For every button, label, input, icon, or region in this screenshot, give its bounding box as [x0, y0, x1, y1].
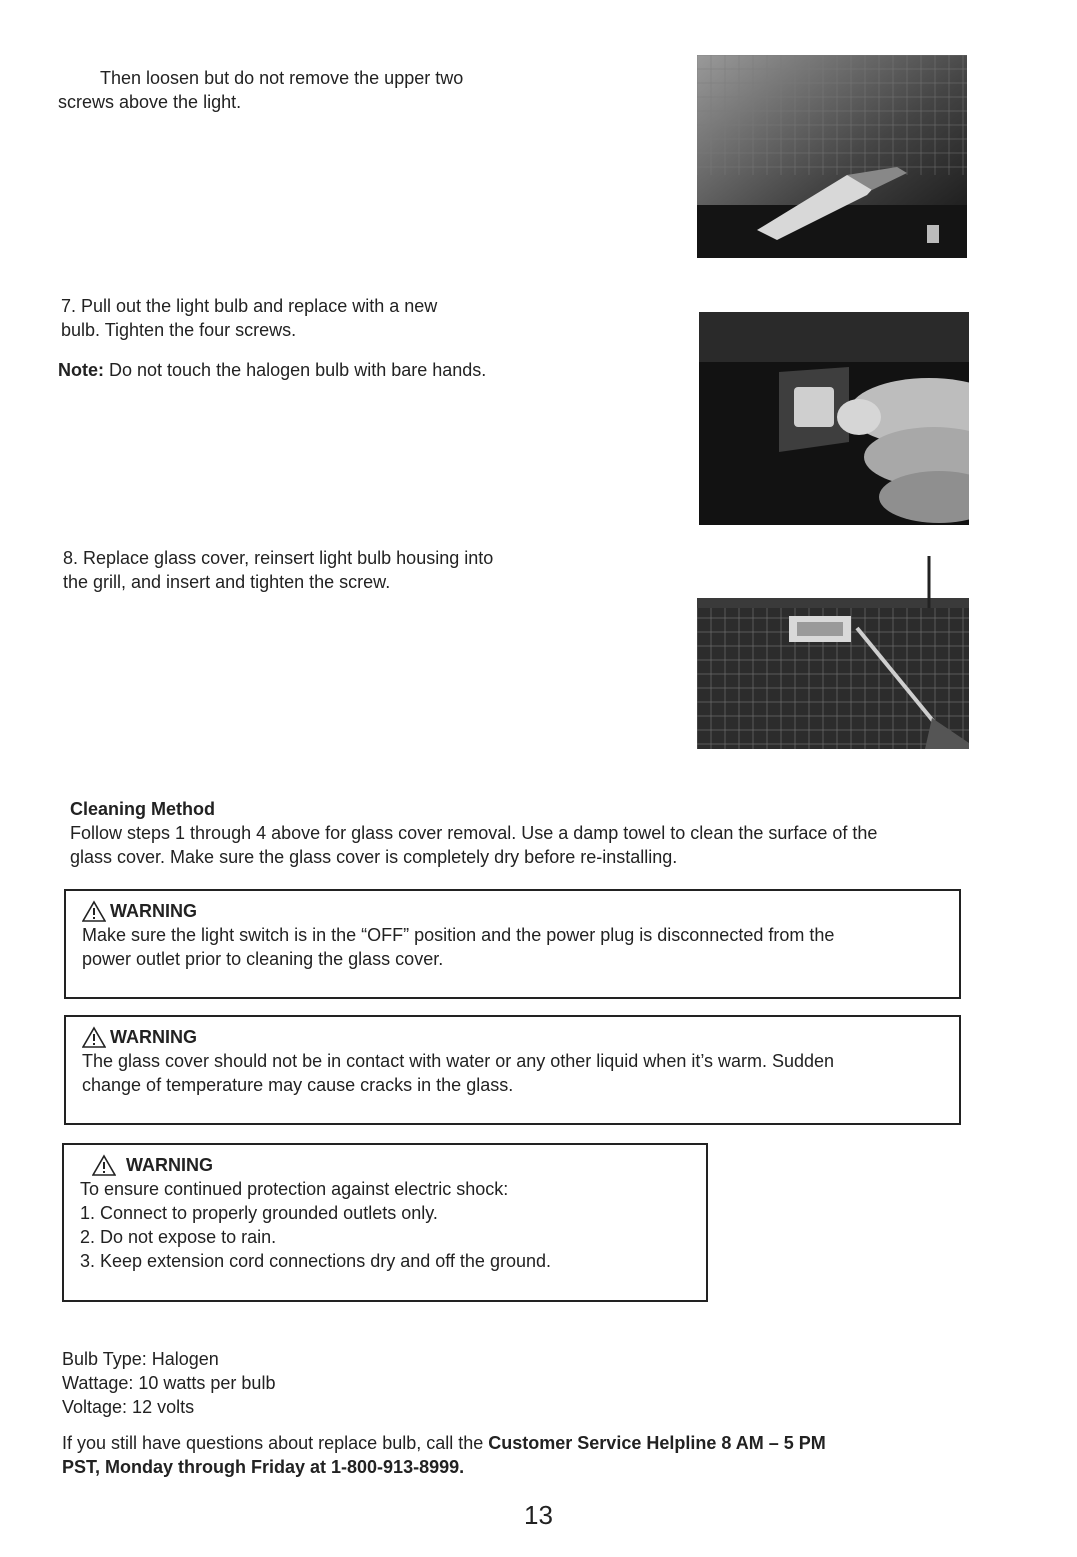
warning-title: WARNING	[126, 1154, 213, 1175]
step6-line2: screws above the light.	[58, 92, 242, 112]
warning-heading-1	[82, 899, 945, 923]
photo-loosen-screws	[697, 55, 967, 258]
page-number: 13	[524, 1500, 553, 1530]
helpline-line2: PST, Monday through Friday at 1-800-913-8999.	[62, 1457, 465, 1477]
step7-line1: 7. Pull out the light bulb and replace with a new	[61, 296, 438, 316]
spec-bulb-type: Bulb Type: Halogen	[62, 1349, 219, 1369]
step6-line1: Then loosen but do not remove the upper two	[100, 68, 464, 88]
step8-line1: 8. Replace glass cover, reinsert light bulb housing into	[63, 548, 494, 568]
warning-heading-2	[82, 1025, 945, 1049]
cleaning-line2: glass cover. Make sure the glass cover is completely dry before re-installing.	[70, 847, 678, 867]
step7-line2: bulb. Tighten the four screws.	[61, 320, 297, 340]
note-text: Do not touch the halogen bulb with bare hands.	[104, 360, 487, 380]
warning-heading-3	[80, 1153, 692, 1177]
warning-box-1	[64, 889, 961, 999]
warning-3-line1: To ensure continued protection against electric shock:	[80, 1179, 509, 1199]
warning-triangle-icon	[82, 1026, 106, 1048]
warning-box-3	[62, 1143, 708, 1302]
helpline-line1	[62, 1431, 826, 1455]
step7-note	[58, 358, 486, 382]
warning-triangle-icon	[92, 1154, 116, 1176]
warning-title: WARNING	[110, 1026, 197, 1047]
warning-2-line2: change of temperature may cause cracks in the glass.	[82, 1075, 514, 1095]
cleaning-heading: Cleaning Method	[70, 799, 215, 819]
warning-box-2	[64, 1015, 961, 1125]
cleaning-line1: Follow steps 1 through 4 above for glass cover removal. Use a damp towel to clean the surface of the	[70, 823, 878, 843]
spec-wattage: Wattage: 10 watts per bulb	[62, 1373, 276, 1393]
note-label: Note:	[58, 360, 104, 380]
photo-pull-bulb	[699, 312, 969, 525]
warning-1-line2: power outlet prior to cleaning the glass cover.	[82, 949, 444, 969]
step8-line2: the grill, and insert and tighten the screw.	[63, 572, 391, 592]
warning-2-line1: The glass cover should not be in contact with water or any other liquid when it’s warm. Sudden	[82, 1051, 835, 1071]
helpline-prefix: If you still have questions about replace bulb, call the	[62, 1433, 489, 1453]
warning-1-line1: Make sure the light switch is in the “OFF” position and the power plug is disconnected from the	[82, 925, 835, 945]
spec-voltage: Voltage: 12 volts	[62, 1397, 195, 1417]
warning-triangle-icon	[82, 900, 106, 922]
photo-tighten-screw	[697, 548, 969, 749]
warning-title: WARNING	[110, 900, 197, 921]
warning-3-line3: 2. Do not expose to rain.	[80, 1227, 277, 1247]
helpline-hours: Customer Service Helpline 8 AM – 5 PM	[488, 1433, 826, 1453]
warning-3-line4: 3. Keep extension cord connections dry and off the ground.	[80, 1251, 551, 1271]
warning-3-line2: 1. Connect to properly grounded outlets only.	[80, 1203, 438, 1223]
